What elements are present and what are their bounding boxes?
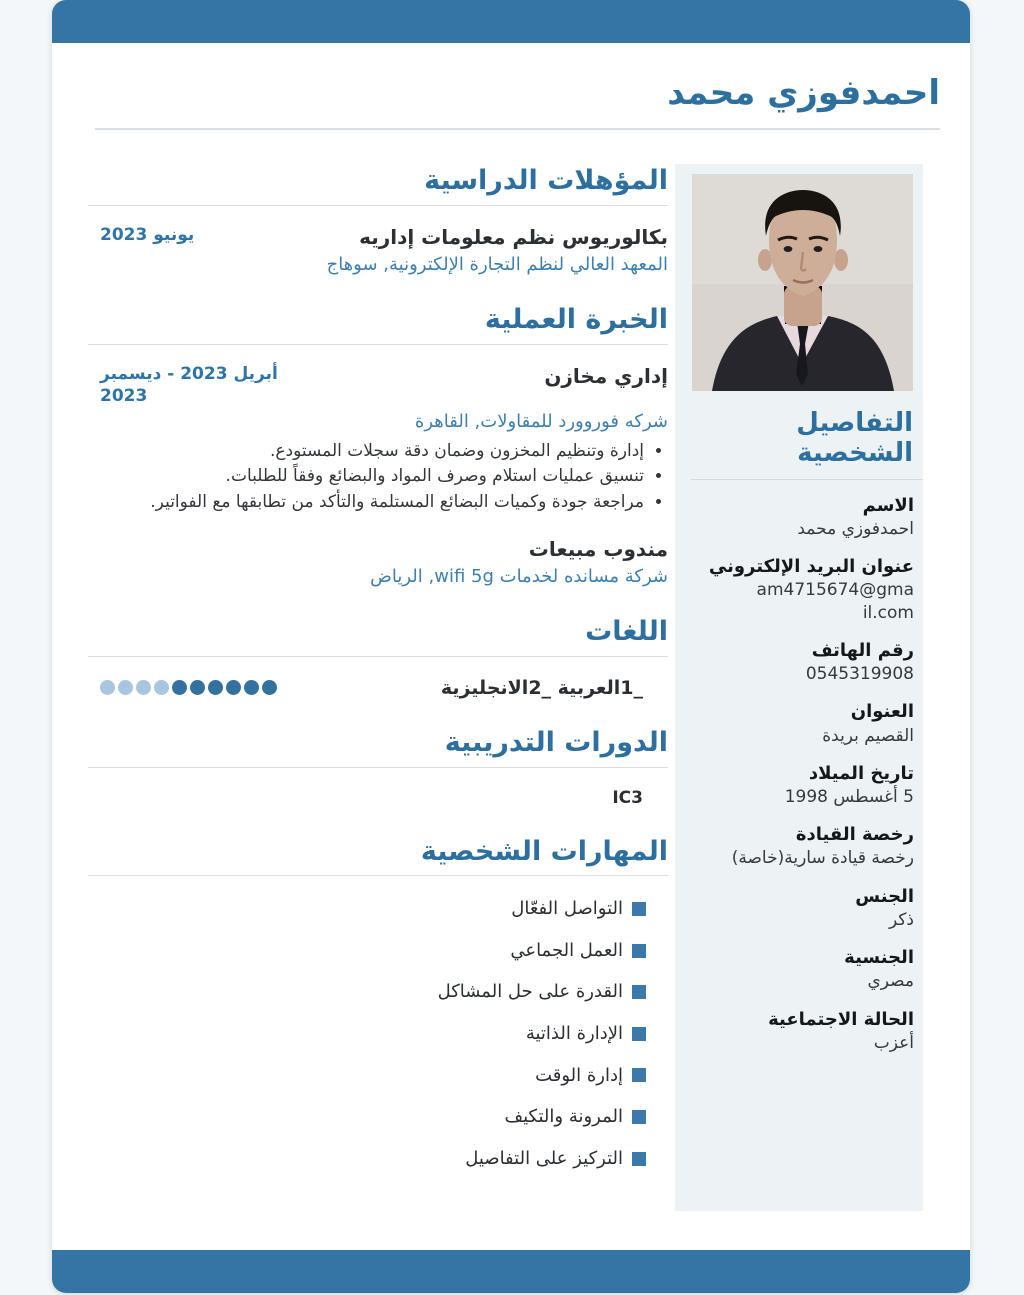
section-experience (52, 303, 668, 588)
personal-field (687, 946, 914, 992)
field-label: رقم الهاتف (811, 639, 914, 661)
job-bullet: • تنسيق عمليات استلام وصرف المواد والبضائع وفقاً للطلبات. (52, 464, 644, 488)
level-dot-icon (190, 680, 205, 695)
education-date: يونيو 2023 (100, 224, 195, 245)
language-label: _1العربية _2الانجليزية (440, 676, 643, 699)
section-divider (88, 767, 668, 768)
field-value: 0545319908 (805, 664, 914, 685)
main-column (52, 164, 675, 1211)
field-label: الحالة الاجتماعية (768, 1008, 914, 1030)
level-dot-icon (226, 680, 241, 695)
field-value: مصري (867, 971, 914, 992)
personal-field (687, 1008, 914, 1054)
personal-field (687, 700, 914, 746)
level-dot-icon (100, 680, 115, 695)
language-row (52, 677, 668, 699)
skill-item (52, 1148, 646, 1170)
field-value: أعزب (873, 1032, 914, 1053)
section-languages (52, 615, 668, 699)
field-label: عنوان البريد الإلكتروني (708, 556, 914, 578)
degree-title: بكالوريوس نظم معلومات إداريه (359, 224, 668, 249)
columns (52, 164, 970, 1211)
sidebar-personal-details (675, 164, 923, 1211)
top-accent-bar (52, 0, 970, 43)
section-courses (52, 726, 668, 808)
personal-field (687, 885, 914, 931)
square-bullet-icon (632, 902, 646, 916)
field-value: رخصة قيادة سارية(خاصة) (731, 848, 914, 869)
personal-field (687, 639, 914, 685)
section-divider (88, 656, 668, 657)
level-dot-icon (136, 680, 151, 695)
field-label: الاسم (862, 494, 914, 516)
skill-item (52, 1106, 646, 1128)
level-dot-icon (208, 680, 223, 695)
skill-label: العمل الجماعي (510, 939, 623, 961)
institute-name: المعهد العالي لنظم التجارة الإلكترونية, سوهاج (326, 253, 668, 275)
field-value: 5 أغسطس 1998 (784, 787, 914, 807)
skill-label: إدارة الوقت (535, 1064, 623, 1086)
skill-item (52, 1023, 646, 1045)
cv-content (52, 43, 970, 1250)
field-value: am4715674@gmail.com (756, 580, 914, 623)
language-level-dots (100, 680, 277, 695)
field-value: القصيم بريدة (822, 725, 914, 746)
profile-photo (692, 174, 913, 391)
portrait-illustration (692, 174, 913, 391)
level-dot-icon (172, 680, 187, 695)
course-item: IC3 (612, 787, 643, 808)
section-divider (88, 875, 668, 876)
bottom-accent-bar (52, 1250, 970, 1293)
field-value: احمدفوزي محمد (797, 518, 914, 539)
level-dot-icon (262, 680, 277, 695)
section-divider (88, 205, 668, 206)
square-bullet-icon (632, 1152, 646, 1166)
skill-item (52, 940, 646, 962)
skill-label: القدرة على حل المشاكل (437, 981, 623, 1003)
square-bullet-icon (632, 1068, 646, 1082)
skill-item (52, 898, 646, 920)
section-title-courses: الدورات التدريبية (444, 726, 668, 758)
field-value: ذكر (888, 909, 914, 930)
education-entry (52, 224, 668, 276)
job-role: مندوب مبيعات (528, 536, 668, 561)
square-bullet-icon (632, 1027, 646, 1041)
field-label: تاريخ الميلاد (808, 762, 914, 784)
job-entry-main (290, 363, 668, 389)
cv-document (52, 0, 970, 1293)
job-company: شركة مسانده لخدمات wifi 5g, الرياض (370, 565, 668, 587)
page-title: احمدفوزي محمد (667, 73, 940, 113)
skill-label: الإدارة الذاتية (525, 1023, 623, 1045)
level-dot-icon (154, 680, 169, 695)
education-entry-main (290, 224, 668, 276)
section-skills (52, 835, 668, 1170)
job-role: إداري مخازن (544, 363, 668, 388)
job-bullet: • إدارة وتنظيم المخزون وضمان دقة سجلات المستودع. (52, 439, 644, 463)
personal-field (687, 762, 914, 808)
level-dot-icon (118, 680, 133, 695)
job-company: شركه فوروورد للمقاولات, القاهرة (414, 410, 668, 432)
section-divider (88, 344, 668, 345)
section-title-skills: المهارات الشخصية (420, 835, 668, 867)
job-entry-1 (52, 363, 668, 407)
job-entry-2 (52, 536, 668, 588)
section-title-experience: الخبرة العملية (484, 303, 668, 335)
job-date: أبريل 2023 - ديسمبر 2023 (100, 363, 278, 406)
skill-label: المرونة والتكيف (504, 1106, 623, 1128)
job-bullet: • مراجعة جودة وكميات البضائع المستلمة والتأكد من تطابقها مع الفواتير. (52, 490, 644, 514)
personal-fields (675, 480, 923, 1054)
job-bullet-list (52, 439, 668, 513)
field-label: الجنسية (844, 947, 914, 969)
skill-item (52, 1065, 646, 1087)
section-title-education: المؤهلات الدراسية (424, 164, 668, 196)
square-bullet-icon (632, 1110, 646, 1124)
personal-field (687, 494, 914, 540)
field-label: رخصة القيادة (795, 824, 914, 846)
level-dot-icon (244, 680, 259, 695)
skills-list (52, 898, 668, 1169)
skill-label: التواصل الفعّال (511, 898, 623, 920)
sidebar-title: التفاصيل الشخصية (796, 407, 913, 468)
field-label: الجنس (855, 885, 914, 907)
header-divider (95, 128, 940, 130)
square-bullet-icon (632, 944, 646, 958)
field-label: العنوان (850, 701, 914, 723)
personal-field (687, 823, 914, 869)
skill-label: التركيز على التفاصيل (465, 1147, 623, 1169)
personal-field (687, 555, 914, 624)
section-education (52, 164, 668, 276)
section-title-languages: اللغات (585, 616, 668, 648)
skill-item (52, 981, 646, 1003)
square-bullet-icon (632, 985, 646, 999)
